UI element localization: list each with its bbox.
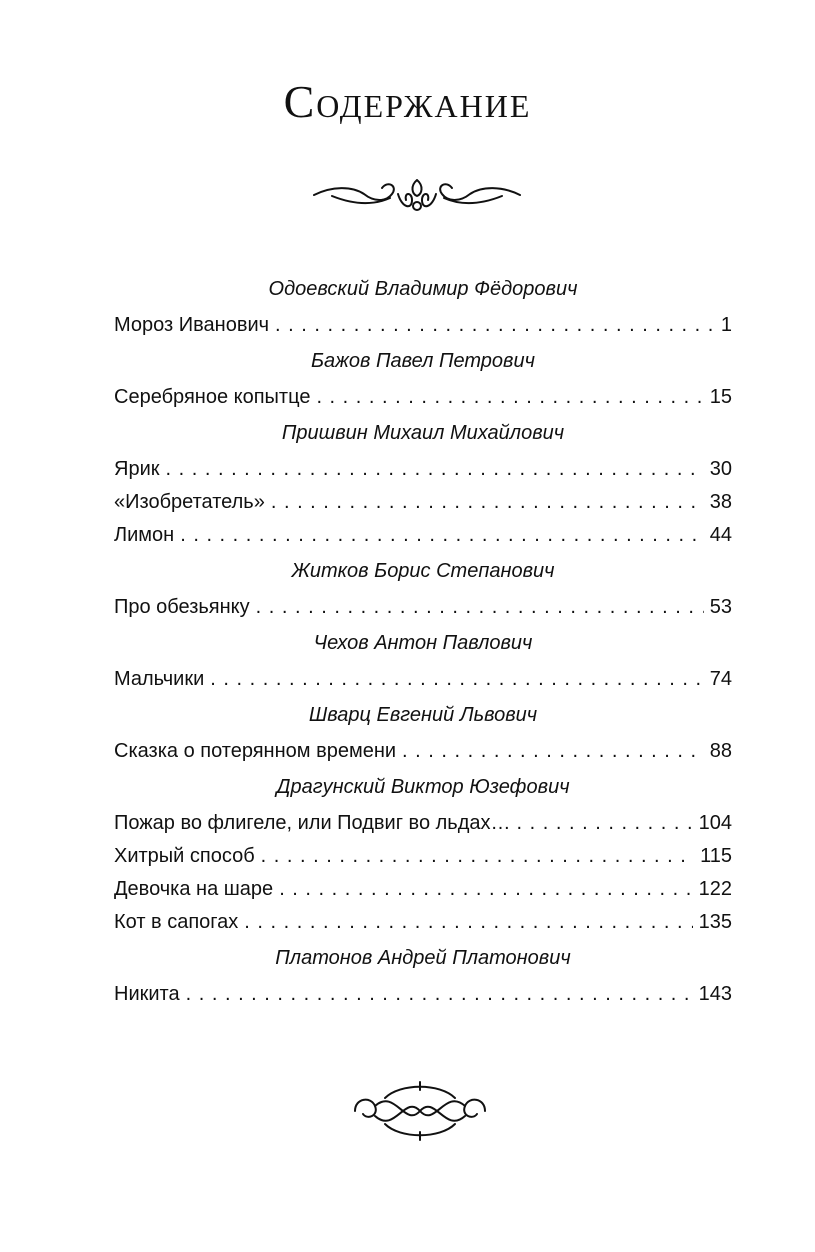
entry-page: 115	[700, 845, 732, 867]
dot-leader	[186, 978, 693, 1011]
entry-page: 53	[709, 596, 732, 618]
dot-leader	[261, 840, 694, 873]
entry-title: Пожар во флигеле, или Подвиг во льдах…	[114, 812, 511, 834]
toc-entry[interactable]	[114, 735, 732, 768]
entry-page: 135	[698, 911, 732, 933]
entry-page: 1	[720, 314, 732, 336]
entry-title: Мороз Иванович	[114, 314, 270, 336]
entry-page: 44	[709, 524, 732, 546]
entry-title: Мальчики	[114, 668, 205, 690]
entry-page: 122	[698, 878, 732, 900]
author-heading: Житков Борис Степанович	[291, 560, 555, 582]
entry-title: Сказка о потерянном времени	[114, 740, 397, 762]
dot-leader	[180, 519, 704, 552]
toc-entry[interactable]	[114, 591, 732, 624]
page-title: Содержание	[283, 76, 532, 127]
dot-leader	[271, 486, 704, 519]
entry-title: Кот в сапогах	[114, 911, 239, 933]
entry-page: 30	[709, 458, 732, 480]
toc-entry[interactable]	[114, 906, 732, 939]
toc-entry[interactable]	[114, 381, 732, 414]
entry-title: «Изобретатель»	[114, 491, 265, 513]
toc-entry[interactable]	[114, 309, 732, 342]
entry-title: Девочка на шаре	[114, 878, 274, 900]
author-heading: Чехов Антон Павлович	[313, 632, 533, 654]
entry-page: 74	[709, 668, 732, 690]
entry-title: Никита	[114, 983, 180, 1005]
dot-leader	[275, 309, 715, 342]
entry-title: Лимон	[114, 524, 175, 546]
entry-page: 15	[709, 386, 732, 408]
author-heading: Пришвин Михаил Михайлович	[281, 422, 565, 444]
toc-entry[interactable]	[114, 873, 732, 906]
entry-title: Хитрый способ	[114, 845, 255, 867]
entry-title: Серебряное копытце	[114, 386, 311, 408]
dot-leader	[279, 873, 692, 906]
entry-title: Про обезьянку	[114, 596, 250, 618]
table-of-contents	[114, 270, 732, 1011]
author-heading: Шварц Евгений Львович	[308, 704, 538, 726]
toc-entry[interactable]	[114, 978, 732, 1011]
flourish-divider-icon	[312, 172, 522, 218]
toc-entry[interactable]	[114, 453, 732, 486]
author-heading: Драгунский Виктор Юзефович	[276, 776, 570, 798]
dot-leader	[244, 906, 692, 939]
entry-page: 88	[709, 740, 732, 762]
entry-page: 38	[709, 491, 732, 513]
dot-leader	[517, 807, 693, 840]
author-heading: Платонов Андрей Платонович	[275, 947, 571, 969]
dot-leader	[210, 663, 703, 696]
author-heading: Бажов Павел Петрович	[311, 350, 535, 372]
toc-entry[interactable]	[114, 840, 732, 873]
entry-page: 104	[698, 812, 732, 834]
knot-flourish-icon	[345, 1078, 495, 1144]
toc-entry[interactable]	[114, 486, 732, 519]
dot-leader	[316, 381, 703, 414]
dot-leader	[256, 591, 704, 624]
dot-leader	[166, 453, 704, 486]
toc-entry[interactable]	[114, 519, 732, 552]
toc-entry[interactable]	[114, 807, 732, 840]
entry-title: Ярик	[114, 458, 160, 480]
entry-page: 143	[698, 983, 732, 1005]
author-heading: Одоевский Владимир Фёдорович	[268, 278, 578, 300]
dot-leader	[402, 735, 704, 768]
toc-entry[interactable]	[114, 663, 732, 696]
